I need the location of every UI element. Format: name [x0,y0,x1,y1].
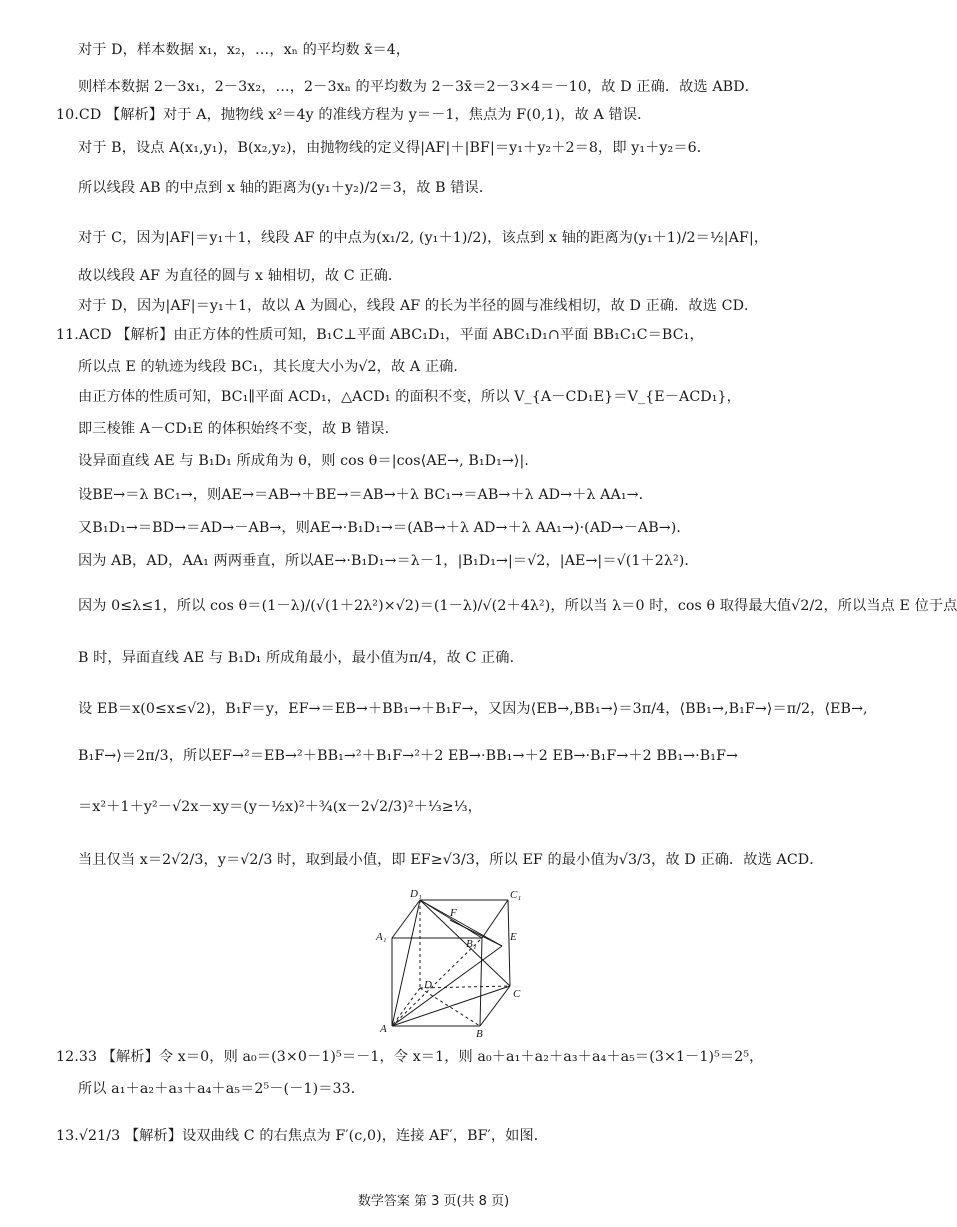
question-13-line: 13.√21/3 【解析】设双曲线 C 的右焦点为 F′(c,0)，连接 AF′，BF′，如图． [56,1128,549,1144]
label-B: B [476,1028,483,1040]
text-line: 因为 0≤λ≤1，所以 cos θ＝(1－λ)/(√(1＋2λ²)×√2)＝(1－λ)/√(2＋4λ²)，所以当 λ＝0 时，cos θ 取得最大值√2/2，所以当点 E 位于点 [78,598,957,614]
label-C1: C₁ [510,889,522,901]
label-A1: A₁ [376,931,387,943]
question-11-line: 11.ACD 【解析】由正方体的性质可知，B₁C⊥平面 ABC₁D₁，平面 ABC₁D₁∩平面 BB₁C₁C＝BC₁， [56,327,704,343]
text-line: 所以 a₁＋a₂＋a₃＋a₄＋a₅＝2⁵－(－1)＝33． [78,1081,366,1097]
text-line: 对于 D，样本数据 x₁，x₂，…，xₙ 的平均数 x̄＝4， [78,42,411,58]
text-line: 对于 B，设点 A(x₁,y₁)，B(x₂,y₂)，由抛物线的定义得|AF|＋|BF|＝y₁＋y₂＋2＝8，即 y₁＋y₂＝6． [78,140,712,156]
text-line: ＝x²＋1＋y²－√2x－xy＝(y－½x)²＋¾(x－2√2/3)²＋⅓≥⅓， [78,799,482,815]
text-line: 设BE→＝λ BC₁→，则AE→＝AB→＋BE→＝AB→＋λ BC₁→＝AB→＋λ AD→＋λ AA₁→． [78,487,653,503]
cube-figure [372,886,532,1038]
label-F: F [450,907,457,919]
text-line: 故以线段 AF 为直径的圆与 x 轴相切，故 C 正确． [78,268,403,284]
page-footer: 数学答案 第 3 页(共 8 页) [357,1194,510,1209]
text-line: B 时，异面直线 AE 与 B₁D₁ 所成角最小，最小值为π/4，故 C 正确． [78,650,524,666]
text-line: B₁F→⟩＝2π/3，所以EF→²＝EB→²＋BB₁→²＋B₁F→²＋2 EB→·BB₁→＋2 EB→·B₁F→＋2 BB₁→·B₁F→ [78,748,739,764]
label-D1: D₁ [410,888,422,900]
question-10-line: 10.CD 【解析】对于 A，抛物线 x²＝4y 的准线方程为 y＝－1，焦点为 F(0,1)，故 A 错误． [56,107,652,123]
text-line: 对于 C，因为|AF|＝y₁＋1，线段 AF 的中点为(x₁/2, (y₁＋1)/2)，该点到 x 轴的距离为(y₁＋1)/2＝½|AF|， [78,230,769,246]
question-12-line: 12.33 【解析】令 x＝0，则 a₀＝(3×0－1)⁵＝－1，令 x＝1，则 a₀＋a₁＋a₂＋a₃＋a₄＋a₅＝(3×1－1)⁵＝2⁵， [56,1049,764,1065]
text-line: 当且仅当 x＝2√2/3，y＝√2/3 时，取到最小值，即 EF≥√3/3，所以 EF 的最小值为√3/3，故 D 正确．故选 ACD． [78,852,824,868]
text-line: 设异面直线 AE 与 B₁D₁ 所成角为 θ，则 cos θ＝|cos⟨AE→, B₁D₁→⟩|． [78,453,539,469]
label-A: A [380,1023,387,1035]
label-D: D [424,979,432,991]
text-line: 又B₁D₁→＝BD→＝AD→－AB→，则AE→·B₁D₁→＝(AB→＋λ AD→＋λ AA₁→)·(AD→－AB→)． [78,520,691,536]
text-line: 则样本数据 2－3x₁，2－3x₂，…，2－3xₙ 的平均数为 2－3x̄＝2－3×4＝－10，故 D 正确．故选 ABD． [78,79,759,95]
text-line: 设 EB＝x(0≤x≤√2)，B₁F＝y，EF→＝EB→＋BB₁→＋B₁F→，又因为⟨EB→,BB₁→⟩＝3π/4，⟨BB₁→,B₁F→⟩＝π/2，⟨EB→, [78,701,868,717]
text-line: 因为 AB，AD，AA₁ 两两垂直，所以AE→·B₁D₁→＝λ－1，|B₁D₁→|＝√2，|AE→|＝√(1＋2λ²)． [78,553,699,569]
label-B1: B₁ [466,938,477,950]
text-line: 对于 D，因为|AF|＝y₁＋1，故以 A 为圆心，线段 AF 的长为半径的圆与准线相切，故 D 正确．故选 CD． [78,298,759,314]
label-E: E [510,931,517,943]
text-line: 即三棱锥 A－CD₁E 的体积始终不变，故 B 错误． [78,421,399,437]
text-line: 所以点 E 的轨迹为线段 BC₁，其长度大小为√2，故 A 正确． [78,359,468,375]
text-line: 由正方体的性质可知，BC₁∥平面 ACD₁，△ACD₁ 的面积不变，所以 V_{A－CD₁E}＝V_{E－ACD₁}， [78,389,741,405]
label-C: C [513,988,521,1000]
text-line: 所以线段 AB 的中点到 x 轴的距离为(y₁＋y₂)/2＝3，故 B 错误． [78,180,494,196]
